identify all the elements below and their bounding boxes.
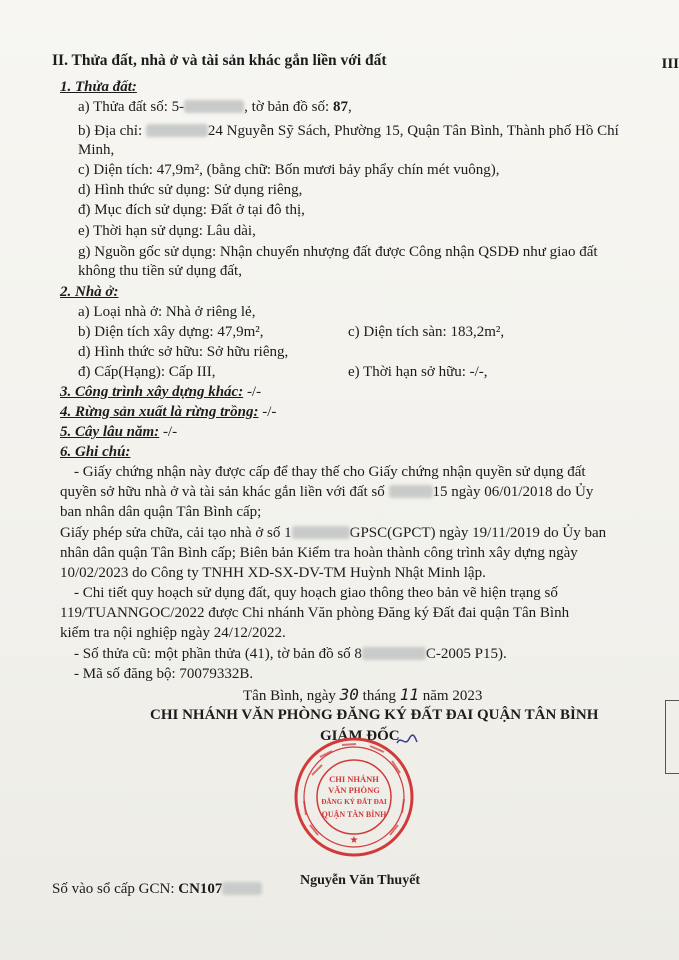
land-heading: 1. Thửa đất: [60, 79, 137, 95]
official-seal [292, 735, 416, 859]
note-3-line-2: 119/TUANNGOC/2022 được Chi nhánh Văn phòng Đăng ký Đất đai quận Tân Bình [60, 605, 570, 621]
date-day: 30 [339, 685, 359, 704]
note-2-text-a: Giấy phép sửa chữa, cải tạo nhà ở số 1 [60, 525, 292, 541]
redaction-blur [362, 647, 426, 660]
note-3-line-3: kiểm tra nội nghiệp ngày 24/12/2022. [60, 625, 286, 641]
redaction-blur [184, 100, 244, 113]
address-cont: Minh, [78, 142, 115, 158]
house-built-area: b) Diện tích xây dựng: 47,9m², [78, 324, 264, 340]
address-line [78, 122, 619, 141]
note-1-line-2 [60, 483, 593, 502]
parcel-line [78, 98, 352, 117]
land-area: c) Diện tích: 47,9m², (bằng chữ: Bốn mươi bảy phẩy chín mét vuông), [78, 162, 500, 178]
note-5: - Mã số đăng bộ: 70079332B. [74, 666, 254, 682]
parcel-visible: 5- [171, 99, 185, 115]
note-2-line-3: 10/02/2023 do Công ty TNHH XD-SX-DV-TM Huỳnh Nhật Minh lập. [60, 565, 486, 581]
seal-line-2: VĂN PHÒNG [328, 785, 380, 795]
house-owner-term: e) Thời hạn sở hữu: -/-, [348, 364, 488, 380]
trees-heading: 5. Cây lâu năm: [60, 424, 160, 440]
house-grade: đ) Cấp(Hạng): Cấp III, [78, 364, 216, 380]
signer-name: Nguyễn Văn Thuyết [300, 873, 421, 888]
date-prefix: Tân Bình, ngày [243, 688, 336, 704]
notes-heading: 6. Ghi chú: [60, 444, 131, 460]
seal-line-1: CHI NHÁNH [329, 774, 379, 784]
note-4-text-b: C-2005 P15). [425, 646, 507, 662]
margin-frame [665, 700, 679, 774]
forest [60, 403, 276, 422]
construction-value: -/- [243, 384, 262, 400]
redaction-blur [222, 882, 262, 895]
note-2-line-1 [60, 524, 606, 543]
date-month-label: tháng [362, 688, 396, 704]
note-1-text-a: quyền sở hữu nhà ở và tài sản khác gắn liền với đất số [60, 484, 389, 500]
land-purpose: đ) Mục đích sử dụng: Đất ở tại đô thị, [78, 202, 305, 218]
address-label: b) Địa chỉ: [78, 123, 146, 139]
note-2-line-2: nhân dân quận Tân Bình cấp; Biên bản Kiểm tra hoàn thành công trình xây dựng ngày [60, 545, 578, 561]
issuing-office: CHI NHÁNH VĂN PHÒNG ĐĂNG KÝ ĐẤT ĐAI QUẬN TÂN BÌNH [150, 707, 599, 723]
trees-value: -/- [159, 424, 178, 440]
section-heading: II. Thửa đất, nhà ở và tài sản khác gắn liền với đất [52, 52, 387, 69]
sign-date [243, 685, 482, 706]
note-4 [74, 645, 507, 664]
seal-star: ★ [349, 835, 359, 846]
house-heading: 2. Nhà ở: [60, 284, 119, 300]
house-type: a) Loại nhà ở: Nhà ở riêng lẻ, [78, 304, 256, 320]
house-ownership: d) Hình thức sở hữu: Sở hữu riêng, [78, 344, 289, 360]
forest-heading: 4. Rừng sản xuất là rừng trồng: [60, 404, 259, 420]
signer-title: GIÁM ĐỐC [320, 728, 400, 744]
redaction-blur [292, 526, 350, 539]
house-floor-area: c) Diện tích sàn: 183,2m², [348, 324, 505, 340]
note-3-line-1: - Chi tiết quy hoạch sử dụng đất, quy hoạch giao thông theo bản vẽ hiện trạng số [74, 585, 558, 601]
note-4-text-a: - Số thửa cũ: một phần thửa (41), tờ bản đồ số 8 [74, 646, 362, 662]
seal-line-4: QUẬN TÂN BÌNH [321, 810, 387, 819]
note-1-text-b: 15 ngày 06/01/2018 do Ủy [432, 484, 594, 500]
date-year: năm 2023 [422, 688, 483, 704]
construction-heading: 3. Công trình xây dựng khác: [60, 384, 244, 400]
perennial-trees [60, 423, 177, 442]
seal-line-3: ĐĂNG KÝ ĐẤT ĐAI [321, 798, 387, 806]
map-sheet-number: 87 [332, 99, 348, 115]
gcn-code: CN107 [178, 881, 223, 897]
note-2-text-b: GPSC(GPCT) ngày 19/11/2019 do Ủy ban [349, 525, 607, 541]
note-1-line-3: ban nhân dân quận Tân Bình cấp; [60, 504, 262, 520]
map-sheet-end: , [347, 99, 352, 115]
parcel-suffix: , tờ bản đồ số: [244, 99, 333, 115]
other-construction [60, 383, 261, 402]
date-month: 11 [399, 685, 420, 704]
parcel-label: a) Thửa đất số: [78, 99, 172, 115]
land-term: e) Thời hạn sử dụng: Lâu dài, [78, 223, 256, 239]
forest-value: -/- [258, 404, 277, 420]
note-1-line-1: - Giấy chứng nhận này được cấp để thay thế cho Giấy chứng nhận quyền sử dụng đất [74, 464, 586, 480]
land-origin: g) Nguồn gốc sử dụng: Nhận chuyển nhượng đất được Công nhận QSDĐ như giao đất [78, 244, 598, 260]
page-edge-label: III [661, 56, 679, 72]
redaction-blur [146, 124, 208, 137]
gcn-label: Số vào sổ cấp GCN: [52, 881, 179, 897]
gcn-number [52, 880, 262, 899]
redaction-blur [389, 485, 433, 498]
land-origin-cont: không thu tiền sử dụng đất, [78, 263, 242, 279]
land-use-form: d) Hình thức sử dụng: Sử dụng riêng, [78, 182, 303, 198]
address-text: 24 Nguyễn Sỹ Sách, Phường 15, Quận Tân Bình, Thành phố Hồ Chí [207, 123, 619, 139]
